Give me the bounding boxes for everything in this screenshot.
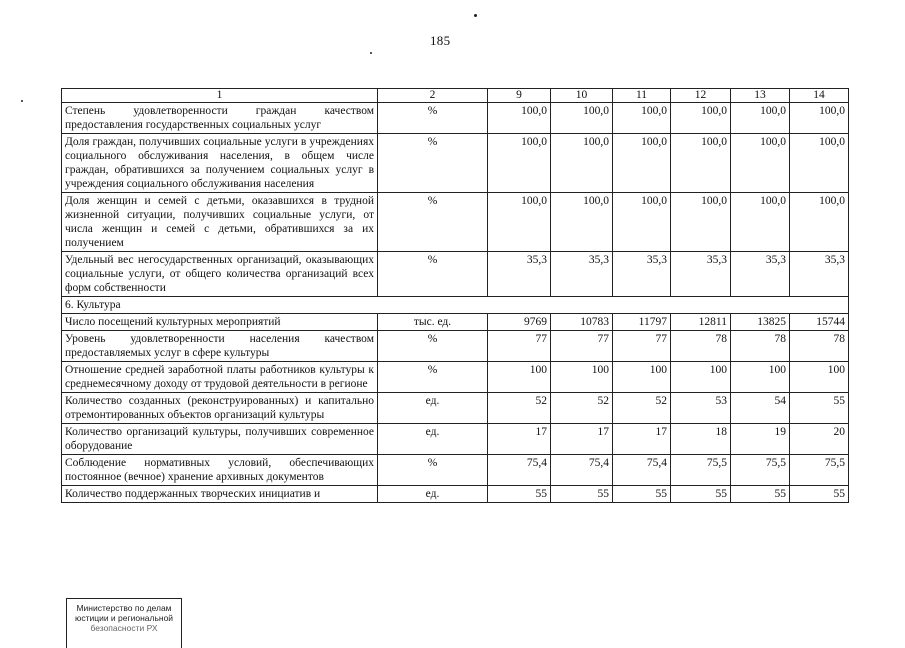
- value-cell: 19: [731, 424, 790, 455]
- value-cell: 75,4: [613, 455, 671, 486]
- table-row: [62, 314, 849, 331]
- indicator-name: Доля граждан, получивших социальные услуги в учреждениях социального обслуживания населения, в общем числе граждан, обратившихся за получением социальных услуг в учреждения социального обслуживания населения: [62, 134, 378, 193]
- value-cell: 78: [790, 331, 849, 362]
- value-cell: 75,5: [731, 455, 790, 486]
- header-row: [62, 89, 849, 103]
- scan-speck: [21, 100, 23, 102]
- indicator-name: Отношение средней заработной платы работников культуры к среднемесячному доходу от трудовой деятельности в регионе: [62, 362, 378, 393]
- stamp-line: Министерство по делам: [76, 603, 172, 613]
- indicator-name: Доля женщин и семей с детьми, оказавшихся в трудной жизненной ситуации, получивших социальные услуги, от числа женщин и семей с детьми, обратившихся за их получением: [62, 193, 378, 252]
- unit-cell: ед.: [378, 393, 488, 424]
- value-cell: 17: [551, 424, 613, 455]
- value-cell: 20: [790, 424, 849, 455]
- value-cell: 35,3: [731, 252, 790, 297]
- header-cell: 2: [378, 89, 488, 103]
- value-cell: 75,4: [488, 455, 551, 486]
- value-cell: 100,0: [671, 134, 731, 193]
- value-cell: 35,3: [613, 252, 671, 297]
- value-cell: 100,0: [671, 193, 731, 252]
- value-cell: 100: [551, 362, 613, 393]
- value-cell: 100: [613, 362, 671, 393]
- header-cell: 11: [613, 89, 671, 103]
- table-row: [62, 252, 849, 297]
- value-cell: 55: [731, 486, 790, 503]
- value-cell: 75,5: [671, 455, 731, 486]
- unit-cell: %: [378, 193, 488, 252]
- unit-cell: тыс. ед.: [378, 314, 488, 331]
- unit-cell: %: [378, 103, 488, 134]
- value-cell: 55: [790, 393, 849, 424]
- value-cell: 100: [731, 362, 790, 393]
- table-row: [62, 455, 849, 486]
- value-cell: 100,0: [790, 103, 849, 134]
- value-cell: 55: [488, 486, 551, 503]
- value-cell: 53: [671, 393, 731, 424]
- value-cell: 100,0: [731, 193, 790, 252]
- indicator-name: Удельный вес негосударственных организаций, оказывающих социальные услуги, от общего количества организаций всех форм собственности: [62, 252, 378, 297]
- value-cell: 100: [671, 362, 731, 393]
- table-row: [62, 362, 849, 393]
- value-cell: 77: [488, 331, 551, 362]
- value-cell: 54: [731, 393, 790, 424]
- value-cell: 52: [613, 393, 671, 424]
- unit-cell: ед.: [378, 424, 488, 455]
- value-cell: 78: [671, 331, 731, 362]
- scan-speck: [474, 14, 477, 17]
- table-row: [62, 331, 849, 362]
- value-cell: 100,0: [488, 193, 551, 252]
- header-cell: 9: [488, 89, 551, 103]
- value-cell: 100,0: [613, 134, 671, 193]
- value-cell: 77: [551, 331, 613, 362]
- value-cell: 12811: [671, 314, 731, 331]
- value-cell: 100,0: [731, 134, 790, 193]
- value-cell: 17: [488, 424, 551, 455]
- value-cell: 75,5: [790, 455, 849, 486]
- table-row: [62, 393, 849, 424]
- ministry-stamp: [66, 598, 182, 648]
- table-body: [62, 103, 849, 503]
- unit-cell: %: [378, 134, 488, 193]
- table-row: [62, 103, 849, 134]
- value-cell: 75,4: [551, 455, 613, 486]
- indicator-name: Степень удовлетворенности граждан качеством предоставления государственных социальных услуг: [62, 103, 378, 134]
- value-cell: 35,3: [790, 252, 849, 297]
- header-cell: 1: [62, 89, 378, 103]
- indicator-name: Уровень удовлетворенности населения качеством предоставляемых услуг в сфере культуры: [62, 331, 378, 362]
- value-cell: 100,0: [551, 134, 613, 193]
- indicator-name: Количество созданных (реконструированных) и капитально отремонтированных объектов организаций культуры: [62, 393, 378, 424]
- section-title: 6. Культура: [62, 297, 849, 314]
- header-cell: 12: [671, 89, 731, 103]
- value-cell: 100,0: [551, 193, 613, 252]
- indicators-table: [61, 88, 849, 503]
- value-cell: 52: [551, 393, 613, 424]
- value-cell: 100,0: [790, 134, 849, 193]
- value-cell: 52: [488, 393, 551, 424]
- section-row: [62, 297, 849, 314]
- indicator-name: Число посещений культурных мероприятий: [62, 314, 378, 331]
- header-cell: 10: [551, 89, 613, 103]
- value-cell: 55: [613, 486, 671, 503]
- value-cell: 9769: [488, 314, 551, 331]
- value-cell: 100,0: [488, 103, 551, 134]
- value-cell: 77: [613, 331, 671, 362]
- value-cell: 100,0: [790, 193, 849, 252]
- value-cell: 100: [488, 362, 551, 393]
- value-cell: 100,0: [731, 103, 790, 134]
- header-cell: 14: [790, 89, 849, 103]
- indicator-name: Соблюдение нормативных условий, обеспечивающих постоянное (вечное) хранение архивных документов: [62, 455, 378, 486]
- indicator-name: Количество организаций культуры, получивших современное оборудование: [62, 424, 378, 455]
- value-cell: 18: [671, 424, 731, 455]
- value-cell: 55: [671, 486, 731, 503]
- stamp-line: юстиции и региональной: [74, 613, 174, 623]
- value-cell: 55: [790, 486, 849, 503]
- value-cell: 35,3: [488, 252, 551, 297]
- value-cell: 100,0: [551, 103, 613, 134]
- unit-cell: ед.: [378, 486, 488, 503]
- stamp-line: безопасности РХ: [90, 623, 158, 633]
- value-cell: 11797: [613, 314, 671, 331]
- value-cell: 100,0: [671, 103, 731, 134]
- value-cell: 10783: [551, 314, 613, 331]
- unit-cell: %: [378, 362, 488, 393]
- value-cell: 15744: [790, 314, 849, 331]
- indicator-name: Количество поддержанных творческих инициатив и: [62, 486, 378, 503]
- table-row: [62, 134, 849, 193]
- table-row: [62, 193, 849, 252]
- value-cell: 35,3: [551, 252, 613, 297]
- value-cell: 100,0: [613, 193, 671, 252]
- value-cell: 100,0: [488, 134, 551, 193]
- value-cell: 17: [613, 424, 671, 455]
- value-cell: 13825: [731, 314, 790, 331]
- page-number: 185: [430, 33, 451, 48]
- table-row: [62, 486, 849, 503]
- header-cell: 13: [731, 89, 790, 103]
- value-cell: 78: [731, 331, 790, 362]
- table-row: [62, 424, 849, 455]
- value-cell: 35,3: [671, 252, 731, 297]
- unit-cell: %: [378, 252, 488, 297]
- scan-speck: [370, 52, 372, 54]
- unit-cell: %: [378, 455, 488, 486]
- value-cell: 100: [790, 362, 849, 393]
- unit-cell: %: [378, 331, 488, 362]
- value-cell: 55: [551, 486, 613, 503]
- value-cell: 100,0: [613, 103, 671, 134]
